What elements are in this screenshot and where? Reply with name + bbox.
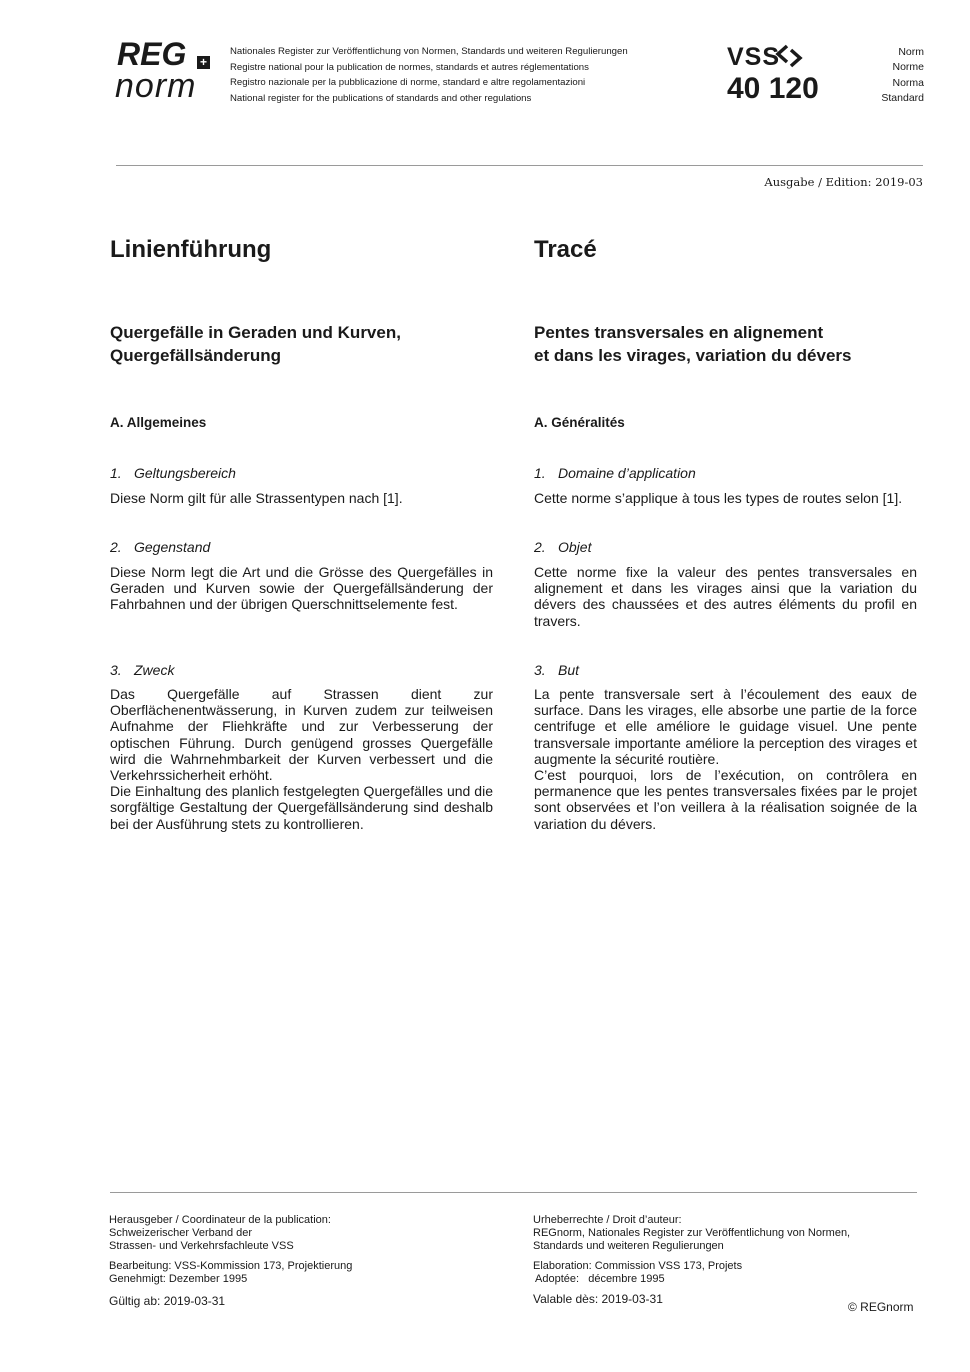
subheading-de-2 xyxy=(110,538,493,556)
paragraph-de-3 xyxy=(110,686,493,832)
paragraph-de-3b: Die Einhaltung des planlich festgelegten Quergefälles und die sorgfältige Gestaltung der Quergefällsänderung sind deshalb bei der Ausführung stets zu kontrollieren. xyxy=(110,783,493,832)
paragraph-de-3a: Das Quergefälle auf Strassen dient zur Oberflächenentwässerung, in Kurven zudem zur teilweisen Aufnahme der Fliehkräfte und zur Verbesserung der optischen Führung. Durch genügend grosses Quergefälle wird die Wahrnehmbarkeit der Kurven verbessert und die Verkehrssicherheit erhöht. xyxy=(110,686,493,784)
registry-line-fr: Registre national pour la publication de normes, standards et autres réglementations xyxy=(230,61,589,73)
footer-valid-from-de: Gültig ab: 2019-03-31 xyxy=(109,1294,226,1308)
section-heading-fr: A. Généralités xyxy=(534,415,625,430)
paragraph-fr-3 xyxy=(534,686,917,832)
section-heading-de: A. Allgemeines xyxy=(110,415,207,430)
norm-label-fr: Norme xyxy=(892,61,924,74)
subheading-text: Geltungsbereich xyxy=(134,465,236,481)
footer-line: Schweizerischer Verband der xyxy=(109,1227,253,1240)
logo-reg: REG xyxy=(117,36,187,72)
footer-line: REGnorm, Nationales Register zur Veröffentlichung von Normen, xyxy=(533,1227,851,1240)
subtitle-de xyxy=(110,321,493,367)
norm-label-de: Norm xyxy=(898,46,924,58)
footer-divider xyxy=(110,1192,917,1193)
subtitle-de-line: Quergefällsänderung xyxy=(110,346,281,365)
subheading-number: 3. xyxy=(110,662,122,678)
subheading-number: 3. xyxy=(534,662,546,678)
footer-line: Genehmigt: Dezember 1995 xyxy=(109,1273,248,1286)
title-fr: Tracé xyxy=(534,236,597,263)
footer-bearbeitung xyxy=(109,1260,352,1286)
paragraph-de-2: Diese Norm legt die Art und die Grösse des Quergefälles in Geraden und Kurven sowie der Quergefällsänderung der Fahrbahnen und der übrigen Querschnittselemente fest. xyxy=(110,564,493,613)
footer-copyright-holder xyxy=(533,1214,850,1254)
norm-type-labels xyxy=(881,45,924,106)
subtitle-de-line: Quergefälle in Geraden und Kurven, xyxy=(110,323,401,342)
logo-plus-icon: + xyxy=(197,56,210,69)
footer-line: Bearbeitung: VSS-Kommission 173, Projektierung xyxy=(109,1260,353,1272)
subheading-text: But xyxy=(558,662,580,678)
subheading-number: 2. xyxy=(534,539,546,555)
paragraph-fr-3b: C’est pourquoi, lors de l’exécution, on contrôlera en permanence que les pentes transversales fixées par le projet sont observées et l’on veillera à la réalisation soignée de la variation du dévers. xyxy=(534,767,917,832)
footer-line: Elaboration: Commission VSS 173, Projets xyxy=(533,1260,743,1272)
registry-line-it: Registro nazionale per la pubblicazione di norme, standard e altre regolamentazioni xyxy=(230,77,586,88)
logo-norm: norm xyxy=(115,67,197,105)
registry-description xyxy=(230,44,628,106)
subheading-de-1 xyxy=(110,464,493,482)
subheading-de-3 xyxy=(110,661,493,679)
footer-line: Adoptée: décembre 1995 xyxy=(535,1273,665,1286)
title-de: Linienführung xyxy=(110,236,272,263)
subheading-number: 1. xyxy=(534,465,546,481)
norm-label-it: Norma xyxy=(892,76,924,89)
edition-label: Ausgabe / Edition: 2019-03 xyxy=(764,175,923,189)
footer-valid-from-fr: Valable dès: 2019-03-31 xyxy=(533,1292,663,1306)
norm-number: 40 120 xyxy=(727,72,819,105)
footer-line: Strassen- und Verkehrsfachleute VSS xyxy=(109,1240,294,1253)
subheading-text: Gegenstand xyxy=(134,539,211,555)
subheading-text: Zweck xyxy=(134,662,175,678)
vss-logo-text: VSS xyxy=(727,43,781,71)
subheading-number: 2. xyxy=(110,539,122,555)
registry-line-de: Nationales Register zur Veröffentlichung von Normen, Standards und weiteren Regulierungen xyxy=(230,46,628,57)
subheading-text: Domaine d’application xyxy=(558,465,696,481)
subheading-fr-2 xyxy=(534,538,917,556)
paragraph-fr-3a: La pente transversale sert à l’écoulement des eaux de surface. Dans les virages, elle absorbe une partie de la force centrifuge et elle améliore le guidage visuel. Une pente transversale importante améliore la perception des virages et augmente la sécurité routière. xyxy=(534,686,917,767)
footer-line: Standards und weiteren Regulierungen xyxy=(533,1240,724,1253)
footer-line: Herausgeber / Coordinateur de la publication: xyxy=(109,1214,331,1226)
copyright-notice: © REGnorm xyxy=(848,1300,914,1314)
subheading-number: 1. xyxy=(110,465,122,481)
norm-label-en: Standard xyxy=(881,91,924,104)
subheading-fr-1 xyxy=(534,464,917,482)
footer-publisher xyxy=(109,1214,331,1254)
paragraph-de-1: Diese Norm gilt für alle Strassentypen nach [1]. xyxy=(110,490,403,506)
header-divider xyxy=(116,165,923,166)
subtitle-fr-line: et dans les virages, variation du dévers xyxy=(534,346,852,365)
subheading-text: Objet xyxy=(558,539,592,555)
registry-line-en: National register for the publications of standards and other regulations xyxy=(230,92,532,104)
footer-line: Urheberrechte / Droit d’auteur: xyxy=(533,1214,682,1226)
paragraph-fr-1: Cette norme s’applique à tous les types de routes selon [1]. xyxy=(534,490,903,506)
vss-arrow-icon xyxy=(775,43,803,69)
subheading-fr-3 xyxy=(534,661,917,679)
paragraph-fr-2: Cette norme fixe la valeur des pentes transversales en alignement et dans les virages ainsi que la variation du dévers des chaussées et des autres éléments du profil en travers. xyxy=(534,564,917,629)
subtitle-fr-line: Pentes transversales en alignement xyxy=(534,323,824,342)
subtitle-fr xyxy=(534,321,917,367)
footer-elaboration xyxy=(533,1260,742,1286)
